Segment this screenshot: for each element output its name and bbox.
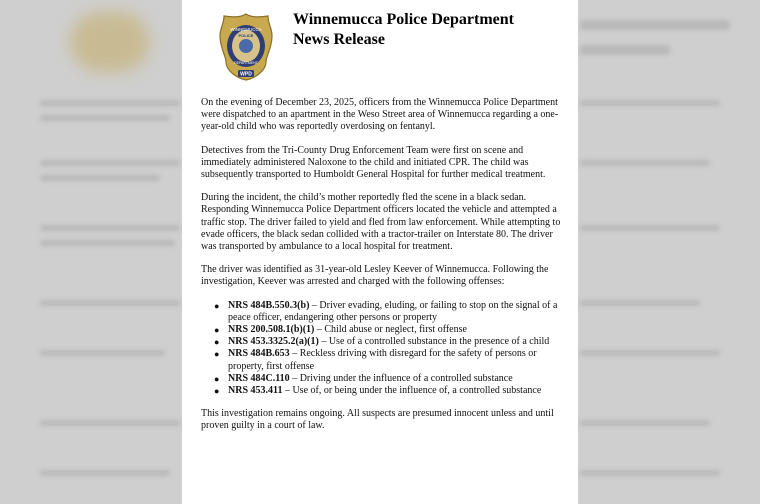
svg-text:WINNEMUCCA: WINNEMUCCA xyxy=(230,27,262,32)
list-item: ● NRS 484B.550.3(b) – Driver evading, eluding, or failing to stop on the signal of a peace officer, endangering other persons or property xyxy=(214,299,558,323)
background-blur-right xyxy=(575,0,760,504)
paragraph: The driver was identified as 31-year-old Lesley Keever of Winnemucca. Following the investigation, Keever was arrested and charged with the following offenses: xyxy=(201,264,549,288)
svg-text:DEPARTMENT: DEPARTMENT xyxy=(234,61,258,65)
department-name: Winnemucca Police Department xyxy=(293,11,514,28)
list-item: ● NRS 453.3325.2(a)(1) – Use of a controlled substance in the presence of a child xyxy=(214,336,550,348)
svg-text:WPD: WPD xyxy=(240,71,252,78)
charge-description: – Use of a controlled substance in the presence of a child xyxy=(321,336,550,348)
charge-code: NRS 484B.653 xyxy=(228,348,290,360)
paragraph: On the evening of December 23, 2025, officers from the Winnemucca Police Department were dispatched to an apartment in the Weso Street area of Winnemucca regarding a one-year-old child who was reportedly overdosing on fentanyl. xyxy=(201,97,559,133)
list-item: ● NRS 453.411 – Use of, or being under the influence of, a controlled substance xyxy=(214,385,542,397)
police-badge-icon xyxy=(218,12,274,82)
news-release-document xyxy=(182,0,578,504)
charge-description: – Driving under the influence of a controlled substance xyxy=(292,372,513,384)
charge-code: NRS 453.411 xyxy=(228,385,283,397)
list-item: ● NRS 200.508.1(b)(1) – Child abuse or neglect, first offense xyxy=(214,324,467,336)
svg-text:POLICE: POLICE xyxy=(238,33,254,38)
charge-code: NRS 484B.550.3(b) xyxy=(228,299,310,311)
release-type: News Release xyxy=(293,31,385,48)
background-blur-left xyxy=(0,0,185,504)
release-body xyxy=(201,97,563,444)
list-item: ● NRS 484C.110 – Driving under the influence of a controlled substance xyxy=(214,372,513,384)
charges-list xyxy=(201,300,563,398)
charge-code: NRS 453.3325.2(a)(1) xyxy=(228,336,319,348)
charge-description: – Child abuse or neglect, first offense xyxy=(316,324,467,336)
list-item: ● NRS 484B.653 – Reckless driving with disregard for the safety of persons or property, first offense xyxy=(214,348,537,372)
blurred-badge-left xyxy=(70,12,150,72)
closing-paragraph: This investigation remains ongoing. All suspects are presumed innocent unless and until proven guilty in a court of law. xyxy=(201,408,554,432)
charge-description: – Reckless driving with disregard for the safety of persons or property, first offense xyxy=(228,348,537,372)
charge-description: – Use of, or being under the influence of, a controlled substance xyxy=(284,385,542,397)
paragraph: During the incident, the child’s mother reportedly fled the scene in a black sedan. Responding Winnemucca Police Department officers located the vehicle and attempted a traffic stop. The driver failed to yield and fled from law enforcement. While attempting to evade officers, the black sedan collided with a tractor-trailer on Interstate 80. The driver was transported by ambulance to a local hospital for treatment. xyxy=(201,192,561,253)
charge-description: – Driver evading, eluding, or failing to stop on the signal of a peace officer, endangering other persons or property xyxy=(228,299,558,323)
charge-code: NRS 200.508.1(b)(1) xyxy=(228,324,315,336)
document-header xyxy=(293,10,514,50)
charge-code: NRS 484C.110 xyxy=(228,372,290,384)
paragraph: Detectives from the Tri-County Drug Enforcement Team were first on scene and immediately administered Naloxone to the child and initiated CPR. The child was subsequently transported to Humboldt General Hospital for further medical treatment. xyxy=(201,144,546,181)
